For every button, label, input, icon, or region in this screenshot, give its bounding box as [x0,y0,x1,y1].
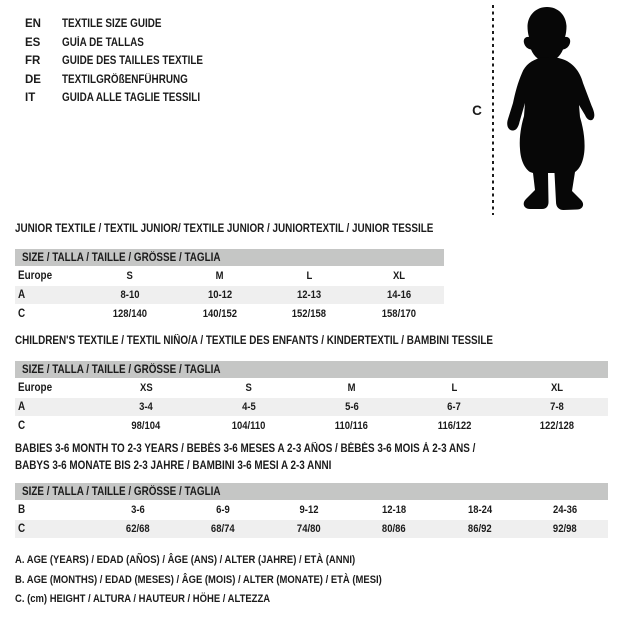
babies-size-table-section [15,441,608,539]
toddler-silhouette-icon [497,6,609,214]
months-cell: 3-6 [130,504,145,516]
height-measure-dotted-line [492,5,494,215]
guide-title-es: GUÍA DE TALLAS [62,36,144,49]
height-cell: 128/140 [112,308,147,320]
junior-size-table-section [15,221,444,324]
language-code: ES [25,36,41,49]
guide-title-en: TEXTILE SIZE GUIDE [62,18,162,30]
size-cell: S [126,270,134,282]
age-cell: 4-5 [242,401,256,413]
height-measure-label: C [472,103,482,118]
language-row-es [25,34,226,53]
guide-title-it: GUIDA ALLE TAGLIE TESSILI [62,92,201,104]
language-row-de [25,71,226,90]
height-cell: 92/98 [553,523,578,535]
row-label: C [18,523,26,535]
children-size-table-section [15,333,608,436]
age-cell: 5-6 [344,401,359,413]
size-cell: M [347,382,356,394]
height-cell: 140/152 [202,308,237,320]
row-label: A [18,401,26,413]
table-row-height [15,417,608,436]
legend-footnotes [15,551,442,610]
height-cell: 74/80 [296,523,321,535]
row-label: B [18,504,26,516]
height-cell: 80/86 [382,523,407,535]
size-cell: XL [550,382,563,394]
language-code: IT [25,92,36,104]
children-size-table [15,361,608,436]
size-cell: L [306,270,313,282]
footnote-age-months: B. AGE (MONTHS) / EDAD (MESES) / ÂGE (MOIS) / ALTER (MONATE) / ETÀ (MESI) [15,573,382,586]
footnote-age-years: A. AGE (YEARS) / EDAD (AÑOS) / ÂGE (ANS) / ALTER (JAHRE) / ETÀ (ANNI) [15,554,356,566]
babies-table-title: BABIES 3-6 MONTH TO 2-3 YEARS / BEBÉS 3-6 MESES A 2-3 AÑOS / BÉBÉS 3-6 MOIS À 2-3 ANS / BABYS 3-6 MONATE BIS 2-3 JAHRE / BAMBINI 3-6 MESI A 2-3 ANNI [15,443,476,472]
row-label: C [18,308,26,320]
table-row-height [15,305,444,324]
height-cell: 110/116 [334,420,369,432]
junior-table-title: JUNIOR TEXTILE / TEXTIL JUNIOR/ TEXTILE JUNIOR / JUNIORTEXTIL / JUNIOR TESSILE [15,223,434,235]
months-cell: 18-24 [467,504,492,516]
language-code: FR [25,55,41,67]
size-header-label: SIZE / TALLA / TAILLE / GRÖSSE / TAGLIA [22,363,221,376]
language-code: EN [25,18,41,30]
language-title-list [25,15,226,108]
height-cell: 98/104 [131,420,161,432]
height-cell: 116/122 [437,420,471,432]
guide-title-de: TEXTILGRÖßENFÜHRUNG [62,73,188,86]
months-cell: 24-36 [553,504,578,516]
row-label: A [18,289,26,301]
row-label: Europe [18,382,53,394]
age-cell: 3-4 [139,401,154,413]
language-code: DE [25,73,41,86]
row-label: Europe [18,270,53,282]
guide-title-fr: GUIDE DES TAILLES TEXTILE [62,55,204,67]
babies-size-table [15,483,608,539]
language-row-it [25,89,226,108]
size-cell: S [245,382,253,394]
row-label: C [18,420,26,432]
age-cell: 14-16 [387,289,412,301]
size-cell: XL [393,270,406,282]
table-row-age [15,398,608,417]
table-row-age [15,286,444,305]
height-cell: 122/128 [539,420,574,432]
table-row-height [15,520,608,539]
size-cell: M [215,270,224,282]
age-cell: 10-12 [207,289,232,301]
height-cell: 158/170 [382,308,417,320]
age-cell: 6-7 [447,401,461,413]
size-header-label: SIZE / TALLA / TAILLE / GRÖSSE / TAGLIA [22,485,221,498]
size-header-row [15,361,608,379]
language-row-en [25,15,226,34]
age-cell: 12-13 [297,289,322,301]
junior-size-table [15,249,444,324]
children-table-title: CHILDREN'S TEXTILE / TEXTIL NIÑO/A / TEXTILE DES ENFANTS / KINDERTEXTIL / BAMBINI TESSILE [15,335,494,347]
table-row-months [15,501,608,520]
size-cell: L [451,382,457,394]
height-cell: 62/68 [125,523,150,535]
size-header-label: SIZE / TALLA / TAILLE / GRÖSSE / TAGLIA [22,251,221,264]
months-cell: 12-18 [382,504,407,516]
size-cell: XS [139,382,153,394]
table-row-europe [15,379,608,398]
height-cell: 86/92 [467,523,492,535]
table-row-europe [15,267,444,286]
height-cell: 152/158 [292,308,327,320]
months-cell: 6-9 [216,504,231,516]
months-cell: 9-12 [299,504,319,516]
age-cell: 8-10 [120,289,140,301]
height-cell: 68/74 [211,523,236,535]
size-header-row [15,483,608,501]
footnote-height-cm: C. (cm) HEIGHT / ALTURA / HAUTEUR / HÖHE / ALTEZZA [15,593,271,605]
language-row-fr [25,52,226,71]
size-header-row [15,249,444,267]
age-cell: 7-8 [549,401,564,413]
height-cell: 104/110 [232,420,266,432]
